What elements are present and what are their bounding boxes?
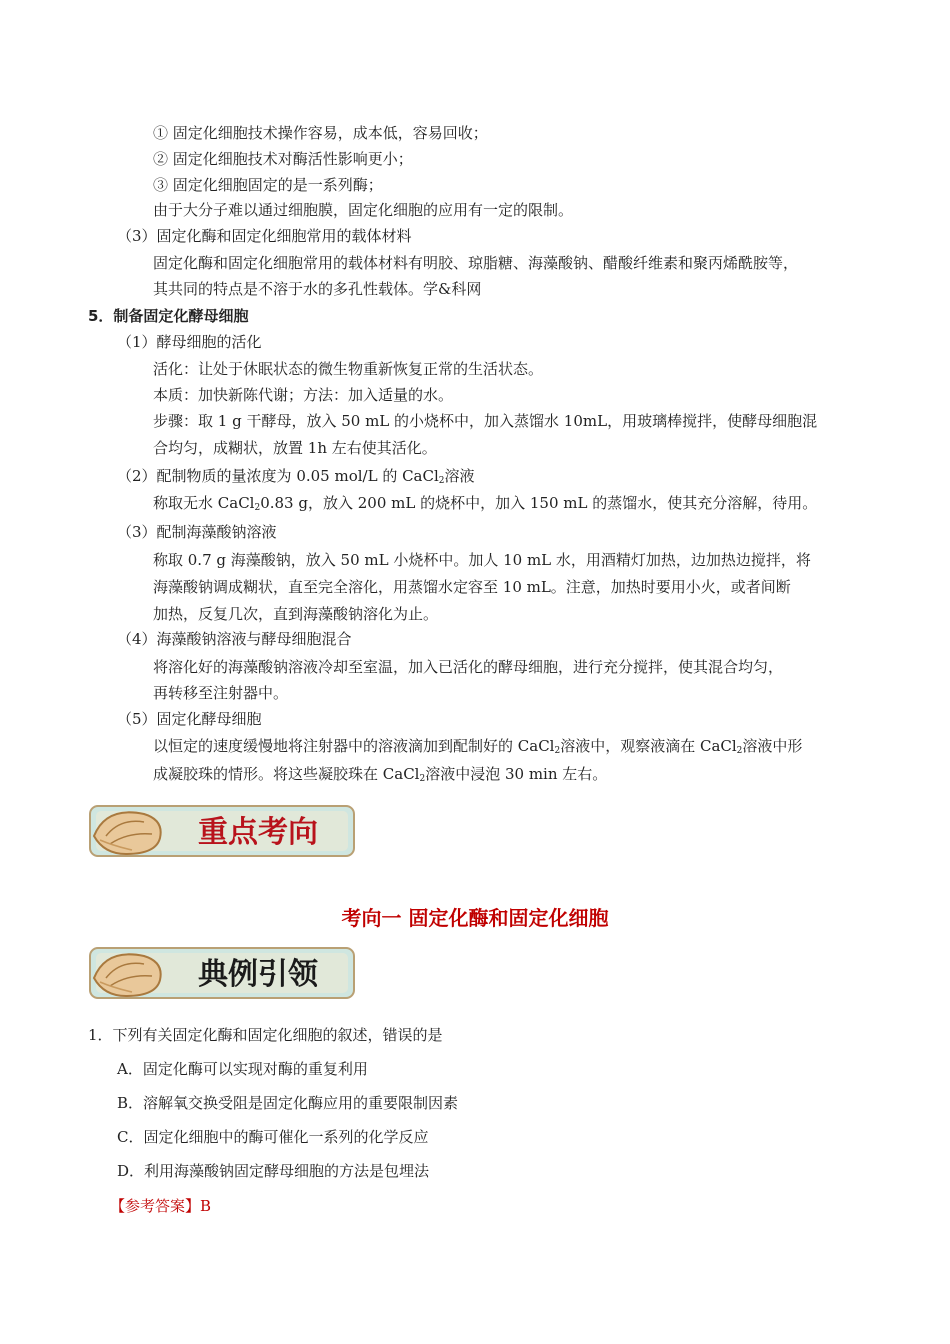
step5-text-part: 成凝胶珠的情形。将这些凝胶珠在 CaCl (153, 765, 420, 783)
point-summary: 由于大分子难以通过细胞膜，固定化细胞的应用有一定的限制。 (153, 201, 574, 219)
step2-heading-part: （2）配制物质的量浓度为 0.05 mol/L 的 CaCl (117, 467, 439, 485)
subscript: 2 (736, 746, 743, 756)
subscript: 2 (254, 503, 261, 513)
question-stem: 1．下列有关固定化酶和固定化细胞的叙述，错误的是 (88, 1026, 443, 1044)
step5-line-1 (153, 736, 802, 761)
step2-text (153, 493, 817, 518)
option-d: D．利用海藻酸钠固定酵母细胞的方法是包埋法 (117, 1162, 430, 1180)
step4-line-1: 将溶化好的海藻酸钠溶液冷却至室温，加入已活化的酵母细胞，进行充分搅拌，使其混合均匀， (153, 658, 784, 676)
step3-line-2: 海藻酸钠调成糊状，直至完全溶化，用蒸馏水定容至 10 mL。注意，加热时要用小火，或者间断 (153, 578, 791, 596)
step4-heading: （4）海藻酸钠溶液与酵母细胞混合 (117, 630, 352, 648)
carrier-heading: （3）固定化酶和固定化细胞常用的载体材料 (117, 227, 412, 245)
step3-line-1: 称取 0.7 g 海藻酸钠，放入 50 mL 小烧杯中。加人 10 mL 水，用酒精灯加热，边加热边搅拌，将 (153, 551, 811, 569)
carrier-text-2: 其共同的特点是不溶于水的多孔性载体。学&科网 (153, 280, 482, 298)
answer (110, 1196, 211, 1216)
step5-text-part: 溶液中浸泡 30 min 左右。 (425, 765, 608, 783)
step2-text-part: 0.83 g，放入 200 mL 的烧杯中，加入 150 mL 的蒸馏水，使其充分溶解，待用。 (260, 494, 818, 512)
step5-line-2 (153, 764, 607, 789)
step1-line-3: 步骤：取 1 g 干酵母，放入 50 mL 的小烧杯中，加入蒸馏水 10mL，用玻璃棒搅拌，使酵母细胞混 (153, 412, 818, 430)
step1-line-2: 本质：加快新陈代谢；方法：加入适量的水。 (153, 386, 454, 404)
banner-graphic (86, 796, 358, 866)
topic-title: 考向一 固定化酶和固定化细胞 (341, 906, 609, 930)
subscript: 2 (554, 746, 561, 756)
subscript: 2 (419, 774, 426, 784)
answer-value: B (200, 1197, 212, 1215)
subscript: 2 (438, 476, 445, 486)
step5-text-part: 以恒定的速度缓慢地将注射器中的溶液滴加到配制好的 CaCl (153, 737, 555, 755)
option-a: A．固定化酶可以实现对酶的重复利用 (117, 1060, 368, 1078)
option-c: C．固定化细胞中的酶可催化一系列的化学反应 (117, 1128, 429, 1146)
step3-heading: （3）配制海藻酸钠溶液 (117, 523, 277, 541)
point-2: ② 固定化细胞技术对酶活性影响更小； (153, 150, 413, 168)
banner-2-text: 典例引领 (198, 957, 318, 992)
step5-text-part: 溶液中，观察液滴在 CaCl (560, 737, 737, 755)
step1-line-1: 活化：让处于休眠状态的微生物重新恢复正常的生活状态。 (153, 360, 544, 378)
banner-graphic (86, 938, 358, 1008)
point-3: ③ 固定化细胞固定的是一系列酶； (153, 176, 383, 194)
step1-heading: （1）酵母细胞的活化 (117, 333, 262, 351)
step4-line-2: 再转移至注射器中。 (153, 684, 289, 702)
banner-1-text: 重点考向 (198, 815, 318, 850)
step2-heading-part: 溶液 (444, 467, 475, 485)
answer-label: 【参考答案】 (110, 1197, 201, 1215)
key-points-banner (86, 796, 358, 866)
step5-heading: （5）固定化酵母细胞 (117, 710, 262, 728)
step3-line-3: 加热，反复几次，直到海藻酸钠溶化为止。 (153, 605, 439, 623)
step1-line-4: 合均匀，成糊状，放置 1h 左右使其活化。 (153, 439, 437, 457)
section-5-title: 5．制备固定化酵母细胞 (88, 307, 249, 325)
step2-heading (117, 466, 475, 491)
point-1: ① 固定化细胞技术操作容易，成本低，容易回收； (153, 124, 488, 142)
option-b: B．溶解氧交换受阻是固定化酶应用的重要限制因素 (117, 1094, 459, 1112)
step5-text-part: 溶液中形 (742, 737, 803, 755)
carrier-text-1: 固定化酶和固定化细胞常用的载体材料有明胶、琼脂糖、海藻酸钠、醋酸纤维素和聚丙烯酰胺等， (153, 254, 799, 272)
example-banner (86, 938, 358, 1008)
step2-text-part: 称取无水 CaCl (153, 494, 255, 512)
